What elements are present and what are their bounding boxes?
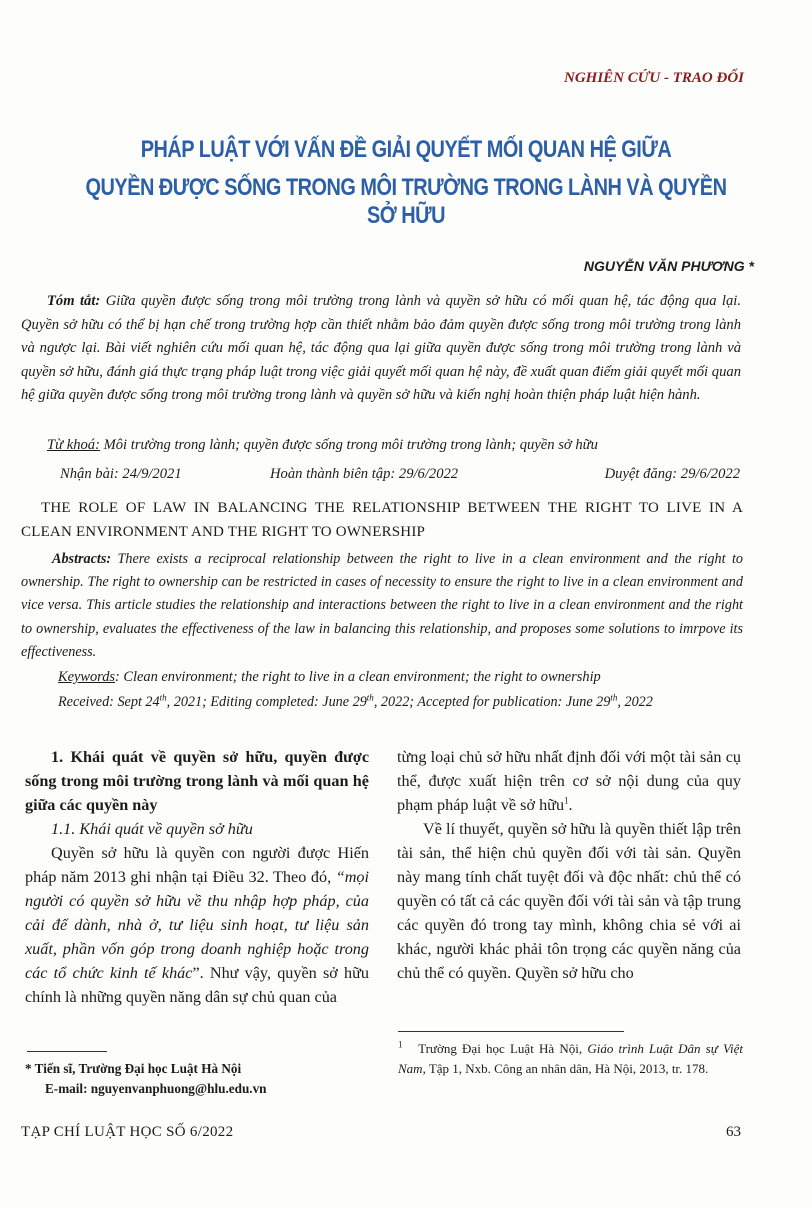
footnote-1 <box>398 1039 743 1078</box>
keywords-en <box>58 669 601 686</box>
english-title-text: THE ROLE OF LAW IN BALANCING THE RELATIONSHIP BETWEEN THE RIGHT TO LIVE IN A CLEAN ENVIRONMENT AND THE RIGHT TO OWNERSHIP <box>21 500 743 540</box>
body-column-left <box>25 745 369 1009</box>
date-completed: Hoàn thành biên tập: 29/6/2022 <box>270 466 459 482</box>
ordinal-suffix: th <box>159 692 167 703</box>
footnote-ref: 1 <box>564 795 569 806</box>
abstract-en-text: There exists a reciprocal relationship between the right to live in a clean environment and the right to ownership. The right to ownership can be restricted in cases of necessity to ensure the right to live in a clean environment and vice versa. This article studies the relationship and interactions between the right to live in a clean environment and the right to ownership, evaluates the effectiveness of the law in balancing this relationship, and proposes some solutions to imrpove its effectiveness. <box>21 551 743 660</box>
journal-name: TẠP CHÍ LUẬT HỌC SỐ 6/2022 <box>21 1124 234 1140</box>
footnote-divider <box>27 1051 107 1052</box>
abstract-en-label: Abstracts: <box>52 551 112 567</box>
ordinal-suffix: th <box>610 692 618 703</box>
date-received: Nhận bài: 24/9/2021 <box>60 466 182 482</box>
paragraph-text: . <box>568 796 573 814</box>
footnote-text: Trường Đại học Luật Hà Nội, <box>418 1041 588 1056</box>
page-number: 63 <box>726 1124 741 1140</box>
section-heading: 1. Khái quát về quyền sở hữu, quyền được sống trong môi trường trong lành và mối quan hệ giữa các quyền này <box>25 748 369 814</box>
received-en-part: , 2022; Accepted for publication: June 29 <box>373 694 611 710</box>
ordinal-suffix: th <box>366 692 374 703</box>
subsection-heading: 1.1. Khái quát về quyền sở hữu <box>51 820 253 838</box>
body-paragraph <box>25 841 369 1009</box>
footnote-number: 1 <box>398 1039 403 1050</box>
body-paragraph: Về lí thuyết, quyền sở hữu là quyền thiết lập trên tài sản, thể hiện chủ quyền đối với tài sản. Quyền này mang tính chất tuyệt đối và độc nhất: chủ thể có quyền có tất cả các quyền đối với tài sản và tập trung các quyền đó trong tay mình, không chia sẻ với ai khác, người khác phải tôn trọng các quyền năng của chủ thể có quyền. Quyền sở hữu cho <box>397 820 741 982</box>
keywords-vi-label: Từ khoá: <box>47 437 100 453</box>
keywords-vi <box>21 434 741 458</box>
received-en-part: Received: Sept 24 <box>58 694 160 710</box>
date-accepted: Duyệt đăng: 29/6/2022 <box>604 466 740 482</box>
keywords-en-text: : Clean environment; the right to live in a clean environment; the right to ownership <box>115 669 601 685</box>
keywords-en-label: Keywords <box>58 669 116 685</box>
paragraph-text: ”. Như vậy, quyền sở hữu chính là những quyền năng dân sự chủ quan của <box>25 964 369 1006</box>
footnote-book-title: Giáo trình Luật Dân sự Việt Nam <box>398 1041 743 1076</box>
received-en-part: , 2022 <box>617 694 653 710</box>
received-en-part: , 2021; Editing completed: June 29 <box>166 694 367 710</box>
article-title-line-2: QUYỀN ĐƯỢC SỐNG TRONG MÔI TRƯỜNG TRONG LÀNH VÀ QUYỀN SỞ HỮU <box>85 174 727 229</box>
body-paragraph <box>397 745 741 817</box>
abstract-vi-label: Tóm tắt: <box>47 293 101 309</box>
abstract-vi-text: Giữa quyền được sống trong môi trường trong lành và quyền sở hữu có mối quan hệ, tác động qua lại. Quyền sở hữu có thể bị hạn chế trong trường hợp cần thiết nhằm bảo đảm quyền được sống trong môi trường trong lành và ngược lại. Bài viết nghiên cứu mối quan hệ, tác động qua lại giữa quyền được sống trong môi trường trong lành và quyền sở hữu, đánh giá thực trạng pháp luật trong việc giải quyết mối quan hệ này, đề xuất quan điểm giải quyết mối quan hệ giữa quyền được sống trong môi trường trong lành và quyền sở hữu và kiến nghị hoàn thiện pháp luật hiện hành. <box>21 293 741 403</box>
english-title <box>21 496 743 544</box>
footnote-divider <box>398 1031 624 1032</box>
author-affiliation: * Tiến sĩ, Trường Đại học Luật Hà Nội <box>25 1061 242 1076</box>
received-en <box>58 694 653 711</box>
body-column-right <box>397 745 741 985</box>
keywords-vi-text: Môi trường trong lành; quyền được sống trong môi trường trong lành; quyền sở hữu <box>99 437 598 453</box>
abstract-vi <box>21 290 741 408</box>
author-footnote <box>25 1059 375 1099</box>
constitution-quote: “mọi người có quyền sở hữu về thu nhập hợp pháp, của cải để dành, nhà ở, tư liệu sinh hoạt, tư liệu sản xuất, phần vốn góp trong doanh nghiệp hoặc trong các tổ chức kinh tế khác <box>25 868 369 982</box>
abstract-en <box>21 548 743 664</box>
section-tag: NGHIÊN CỨU - TRAO ĐỔI <box>564 70 744 86</box>
article-title-line-1: PHÁP LUẬT VỚI VẤN ĐỀ GIẢI QUYẾT MỐI QUAN HỆ GIỮA <box>140 136 672 163</box>
author-name: NGUYỄN VĂN PHƯƠNG * <box>583 258 754 274</box>
paragraph-text: Quyền sở hữu là quyền con người được Hiến pháp năm 2013 ghi nhận tại Điều 32. Theo đó, <box>25 844 369 886</box>
author-email: E-mail: nguyenvanphuong@hlu.edu.vn <box>45 1081 267 1096</box>
footnote-text: , Tập 1, Nxb. Công an nhân dân, Hà Nội, 2013, tr. 178. <box>422 1060 709 1076</box>
paragraph-text: từng loại chủ sở hữu nhất định đối với một tài sản cụ thể, được xuất hiện trên cơ sở nội dung của quy phạm pháp luật về sở hữu <box>397 748 741 814</box>
